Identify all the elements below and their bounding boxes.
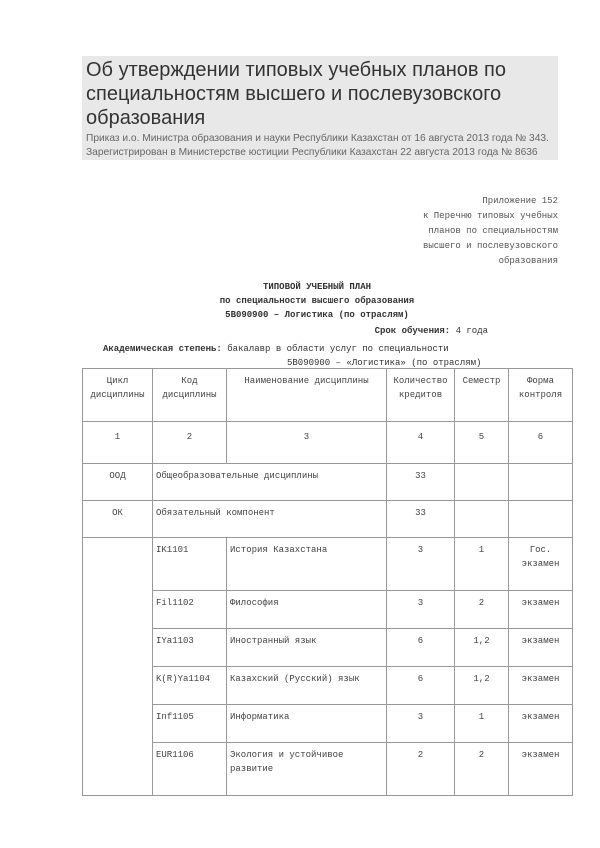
column-number: 2 (153, 422, 227, 464)
header-cell: Количество кредитов (387, 369, 455, 422)
name-cell: Иностранный язык (227, 629, 387, 667)
cycle-cell: ОК (83, 501, 153, 538)
name-cell: Обязательный компонент (153, 501, 387, 538)
header-cell: Код дисциплины (153, 369, 227, 422)
column-number: 4 (387, 422, 455, 464)
cycle-cell: ООД (83, 464, 153, 501)
table-row (83, 464, 573, 501)
semester-cell: 2 (455, 591, 509, 629)
study-duration (375, 326, 488, 336)
control-cell: экзамен (509, 743, 573, 796)
name-cell: Философия (227, 591, 387, 629)
semester-cell: 1 (455, 705, 509, 743)
table-header-row (83, 369, 573, 422)
table-row (83, 629, 573, 667)
header-cell: Наименование дисциплины (227, 369, 387, 422)
semester-cell: 2 (455, 743, 509, 796)
duration-label: Срок обучения: (374, 326, 451, 336)
plan-specialty: 5В090900 – Логистика (по отраслям) (225, 310, 409, 320)
appendix-note: Приложение 152 к Перечню типовых учебных планов по специальностям высшего и послевузовского образования (422, 196, 558, 266)
semester-cell (455, 501, 509, 538)
control-cell: экзамен (509, 629, 573, 667)
document-title: Об утверждении типовых учебных планов по специальностям высшего и послевузовского образования (86, 59, 507, 129)
name-cell: История Казахстана (227, 538, 387, 591)
credits-cell: 3 (387, 705, 455, 743)
name-cell: Информатика (227, 705, 387, 743)
credits-cell: 33 (387, 501, 455, 538)
control-cell: экзамен (509, 667, 573, 705)
curriculum-table (82, 368, 573, 796)
semester-cell: 1,2 (455, 629, 509, 667)
code-cell: K(R)Ya1104 (153, 667, 227, 705)
table-row (83, 538, 573, 591)
header-cell: Цикл дисциплины (83, 369, 153, 422)
table-row (83, 501, 573, 538)
table-row (83, 743, 573, 796)
control-cell (509, 464, 573, 501)
table-row (83, 667, 573, 705)
name-cell: Казахский (Русский) язык (227, 667, 387, 705)
table-number-row (83, 422, 573, 464)
code-cell: Inf1105 (153, 705, 227, 743)
credits-cell: 3 (387, 538, 455, 591)
credits-cell: 2 (387, 743, 455, 796)
control-cell: Гос. экзамен (509, 538, 573, 591)
plan-subtitle: по специальности высшего образования (219, 296, 415, 306)
semester-cell (455, 464, 509, 501)
plan-title: ТИПОВОЙ УЧЕБНЫЙ ПЛАН (262, 282, 372, 292)
semester-cell: 1,2 (455, 667, 509, 705)
plan-heading (82, 280, 552, 322)
control-cell (509, 501, 573, 538)
table-row (83, 705, 573, 743)
cycle-cell (83, 538, 153, 796)
column-number: 6 (509, 422, 573, 464)
header-cell: Семестр (455, 369, 509, 422)
document-subtitle: Приказ и.о. Министра образования и науки Республики Казахстан от 16 августа 2013 года № 343. Зарегистрирован в Министерстве юстиции Республики Казахстан 22 августа 2013 года № 8636 (86, 133, 549, 158)
academic-degree (103, 342, 543, 370)
degree-value-line-1: бакалавр в области услуг по специальности (227, 344, 449, 354)
code-cell: IYa1103 (153, 629, 227, 667)
control-cell: экзамен (509, 705, 573, 743)
column-number: 1 (83, 422, 153, 464)
column-number: 3 (227, 422, 387, 464)
name-cell: Экология и устойчивое развитие (227, 743, 387, 796)
credits-cell: 6 (387, 667, 455, 705)
code-cell: IK1101 (153, 538, 227, 591)
degree-label: Академическая степень: (103, 344, 222, 354)
header-cell: Форма контроля (509, 369, 573, 422)
credits-cell: 33 (387, 464, 455, 501)
credits-cell: 6 (387, 629, 455, 667)
credits-cell: 3 (387, 591, 455, 629)
table-row (83, 591, 573, 629)
name-cell: Общеобразовательные дисциплины (153, 464, 387, 501)
code-cell: EUR1106 (153, 743, 227, 796)
control-cell: экзамен (509, 591, 573, 629)
column-number: 5 (455, 422, 509, 464)
duration-value: 4 года (455, 326, 488, 336)
code-cell: Fil1102 (153, 591, 227, 629)
degree-value-line-2: 5В090900 – «Логистика» (по отраслям) (287, 358, 482, 368)
semester-cell: 1 (455, 538, 509, 591)
